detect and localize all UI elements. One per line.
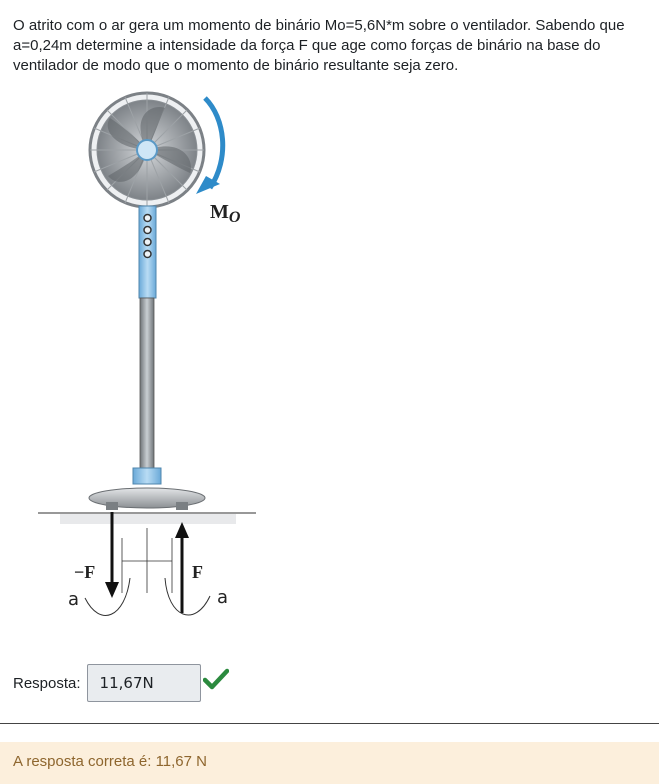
- fan-foot-left: [106, 502, 118, 510]
- correct-answer-text: A resposta correta é: 11,67 N: [13, 753, 207, 770]
- distance-right-label: a: [217, 587, 229, 608]
- ground-shadow: [60, 514, 236, 524]
- answer-label: Resposta:: [13, 674, 81, 692]
- feedback-box: [0, 742, 659, 784]
- answer-input[interactable]: [87, 664, 201, 702]
- fan-figure: [30, 88, 270, 638]
- force-left-label: −F: [74, 562, 96, 582]
- force-left-arrowhead: [105, 582, 119, 598]
- answer-row: [13, 664, 229, 702]
- force-right-label: F: [192, 562, 203, 582]
- fan-pole-collar: [133, 468, 161, 484]
- fan-head: [90, 93, 204, 207]
- force-right-arrowhead: [175, 522, 189, 538]
- fan-pole: [140, 298, 154, 470]
- moment-arrow: [205, 98, 223, 188]
- moment-label-main: M: [210, 201, 229, 223]
- check-icon: [203, 668, 229, 690]
- question-text: O atrito com o ar gera um momento de binário Mo=5,6N*m sobre o ventilador. Sabendo que a=0,24m determine a intensidade da força F que age como forças de binário na base do ventilador de modo que o momento de binário resultante seja zero.: [13, 17, 625, 74]
- moment-label-sub: O: [228, 209, 241, 226]
- distance-left-label: a: [68, 589, 80, 610]
- fan-foot-right: [176, 502, 188, 510]
- divider: [0, 723, 659, 724]
- moment-label: [210, 201, 241, 226]
